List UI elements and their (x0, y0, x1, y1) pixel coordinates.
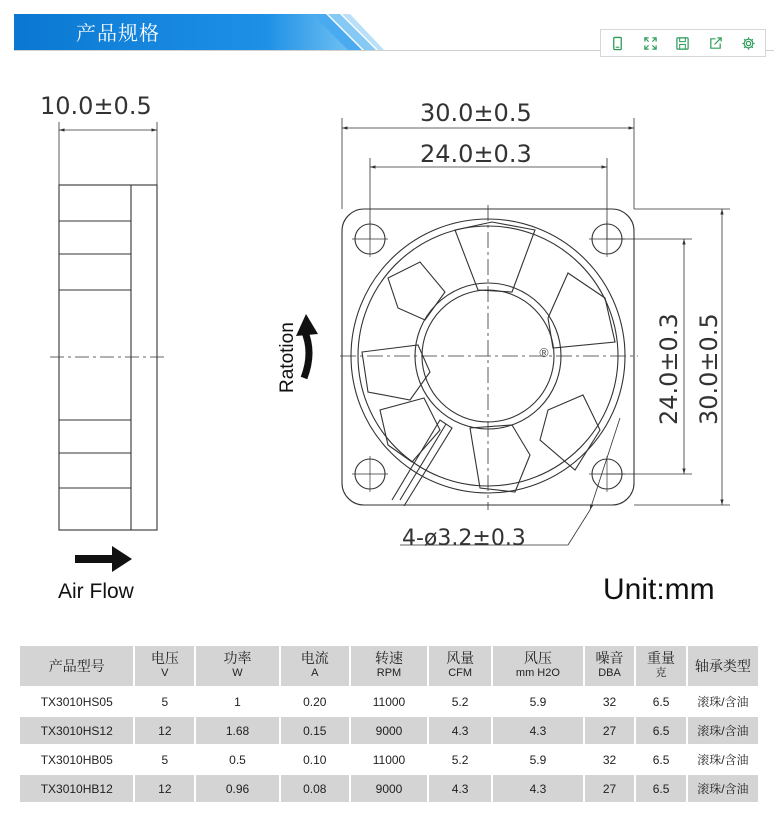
share-button[interactable] (699, 30, 732, 56)
table-cell: 12 (135, 773, 194, 802)
table-cell: 5 (135, 686, 194, 715)
table-row (20, 715, 758, 744)
table-cell: 0.5 (196, 744, 279, 773)
table-cell: 4.3 (493, 715, 583, 744)
spec-table (18, 646, 760, 802)
registered-mark: ® (538, 346, 550, 360)
table-cell: 11000 (351, 744, 427, 773)
side-view (50, 122, 165, 530)
airflow-arrow (75, 546, 132, 572)
settings-button[interactable] (732, 30, 765, 56)
table-cell: 12 (135, 715, 194, 744)
column-header (585, 646, 635, 686)
rotation-arrow (296, 314, 318, 378)
save-icon (675, 36, 690, 51)
column-header (281, 646, 349, 686)
column-header (135, 646, 194, 686)
hole-size-dimension: 4-ø3.2±0.3 (402, 526, 526, 551)
table-cell: 1 (196, 686, 279, 715)
column-header-unit: CFM (448, 667, 473, 679)
table-header-row (20, 646, 758, 686)
column-header (351, 646, 427, 686)
table-cell: 0.10 (281, 744, 349, 773)
table-cell: 32 (585, 744, 635, 773)
table-cell: 滚珠/含油 (688, 686, 758, 715)
rotation-label: Ratotion (277, 322, 298, 393)
fullscreen-icon (643, 36, 658, 51)
table-cell: 4.3 (429, 715, 491, 744)
section-title: 产品规格 (76, 21, 160, 45)
section-header-banner (14, 14, 384, 50)
outer-width-dimension: 30.0±0.5 (420, 99, 532, 127)
column-header-unit: A (311, 667, 319, 679)
table-cell: 0.15 (281, 715, 349, 744)
mobile-icon (610, 36, 625, 51)
column-header-label: 风量 (446, 650, 475, 666)
column-header (429, 646, 491, 686)
table-cell: 32 (585, 686, 635, 715)
save-button[interactable] (667, 30, 700, 56)
table-cell: 5.2 (429, 744, 491, 773)
front-view (340, 205, 638, 510)
table-cell: 6.5 (636, 686, 686, 715)
column-header (493, 646, 583, 686)
table-cell: 27 (585, 773, 635, 802)
hole-spacing-h-dimension: 24.0±0.3 (420, 140, 532, 168)
table-row (20, 773, 758, 802)
column-header (636, 646, 686, 686)
table-cell: 1.68 (196, 715, 279, 744)
table-cell: 4.3 (429, 773, 491, 802)
mobile-view-button[interactable] (601, 30, 634, 56)
unit-label: Unit:mm (603, 573, 715, 606)
table-cell: 滚珠/含油 (688, 715, 758, 744)
table-cell: 0.08 (281, 773, 349, 802)
table-cell: 6.5 (636, 744, 686, 773)
table-cell: 5.9 (493, 744, 583, 773)
table-cell: 滚珠/含油 (688, 744, 758, 773)
column-header-unit: W (232, 667, 243, 679)
airflow-label: Air Flow (58, 580, 134, 603)
column-header (196, 646, 279, 686)
table-cell: 5 (135, 744, 194, 773)
table-cell: 6.5 (636, 715, 686, 744)
table-cell: 4.3 (493, 773, 583, 802)
column-header-unit: DBA (598, 667, 621, 679)
fullscreen-button[interactable] (634, 30, 667, 56)
column-header-unit: 克 (655, 667, 667, 679)
table-body (20, 686, 758, 802)
column-header-label: 电压 (150, 650, 179, 666)
column-header-label: 功率 (223, 650, 252, 666)
column-header (20, 646, 133, 686)
column-header-label: 产品型号 (48, 657, 105, 674)
column-header-label: 风压 (523, 650, 552, 666)
table-cell: 5.9 (493, 686, 583, 715)
table-cell: TX3010HS05 (20, 686, 133, 715)
table-cell: 5.2 (429, 686, 491, 715)
share-icon (708, 36, 723, 51)
settings-icon (741, 36, 756, 51)
column-header-label: 电流 (300, 650, 329, 666)
table-cell: TX3010HB12 (20, 773, 133, 802)
column-header (688, 646, 758, 686)
column-header-label: 重量 (647, 650, 676, 666)
hole-spacing-v-dimension: 24.0±0.3 (655, 313, 683, 425)
column-header-label: 轴承类型 (694, 657, 751, 674)
table-cell: TX3010HB05 (20, 744, 133, 773)
column-header-label: 转速 (374, 650, 403, 666)
table-cell: 滚珠/含油 (688, 773, 758, 802)
column-header-unit: V (161, 667, 169, 679)
table-cell: 9000 (351, 773, 427, 802)
table-row (20, 686, 758, 715)
column-header-unit: RPM (376, 667, 402, 679)
side-width-dimension: 10.0±0.5 (40, 92, 152, 120)
table-row (20, 744, 758, 773)
column-header-unit: mm H2O (515, 667, 560, 679)
fan-drawing (0, 60, 781, 620)
table-cell: 11000 (351, 686, 427, 715)
column-header-label: 噪音 (595, 650, 624, 666)
outer-height-dimension: 30.0±0.5 (695, 313, 723, 425)
table-cell: 0.20 (281, 686, 349, 715)
toolbar (600, 29, 766, 57)
table-cell: 0.96 (196, 773, 279, 802)
table-cell: TX3010HS12 (20, 715, 133, 744)
table-cell: 9000 (351, 715, 427, 744)
table-cell: 27 (585, 715, 635, 744)
table-cell: 6.5 (636, 773, 686, 802)
